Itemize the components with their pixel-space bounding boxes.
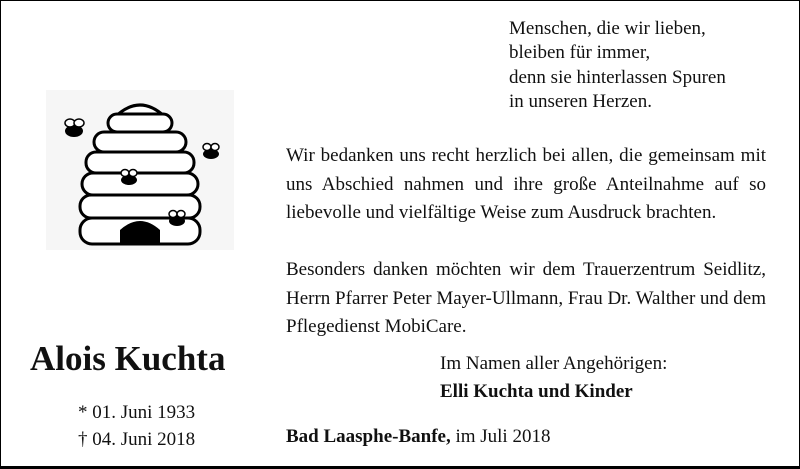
poem-line: denn sie hinterlassen Spuren [509,66,726,88]
bee-icon [203,144,219,160]
birth-date: * 01. Juni 1933 [78,402,196,423]
poem [509,17,726,114]
beehive-with-bees-icon [46,90,234,250]
poem-line: bleiben für immer, [509,42,651,64]
poem-line: Menschen, die wir lieben, [509,18,706,39]
life-dates [78,399,195,453]
thanks-paragraph-special: Besonders danken möchten wir dem Trauerzentrum Seidlitz, Herrn Pfarrer Peter Mayer-Ullmann, Frau Dr. Walther und dem Pflegedienst MobiCare. [286,259,766,338]
bee-icon [121,170,137,186]
death-date: † 04. Juni 2018 [78,429,196,450]
date: im Juli 2018 [455,426,551,447]
signature-intro: Im Namen aller Angehörigen: [440,353,668,374]
poem-line: in unseren Herzen. [509,90,652,112]
place: Bad Laasphe-Banfe, [286,426,451,447]
place-date [286,426,550,448]
bee-icon [65,119,84,137]
signature-family: Elli Kuchta und Kinder [440,381,633,402]
bee-icon [169,211,185,227]
thanks-paragraph: Wir bedanken uns recht herzlich bei allen, die gemeinsam mit uns Abschied nahmen und ihre große Anteilnahme auf so liebevolle und vielfältige Weise zum Ausdruck brachten. [286,145,766,224]
signature-block [440,350,667,406]
deceased-name: Alois Kuchta [30,339,226,378]
